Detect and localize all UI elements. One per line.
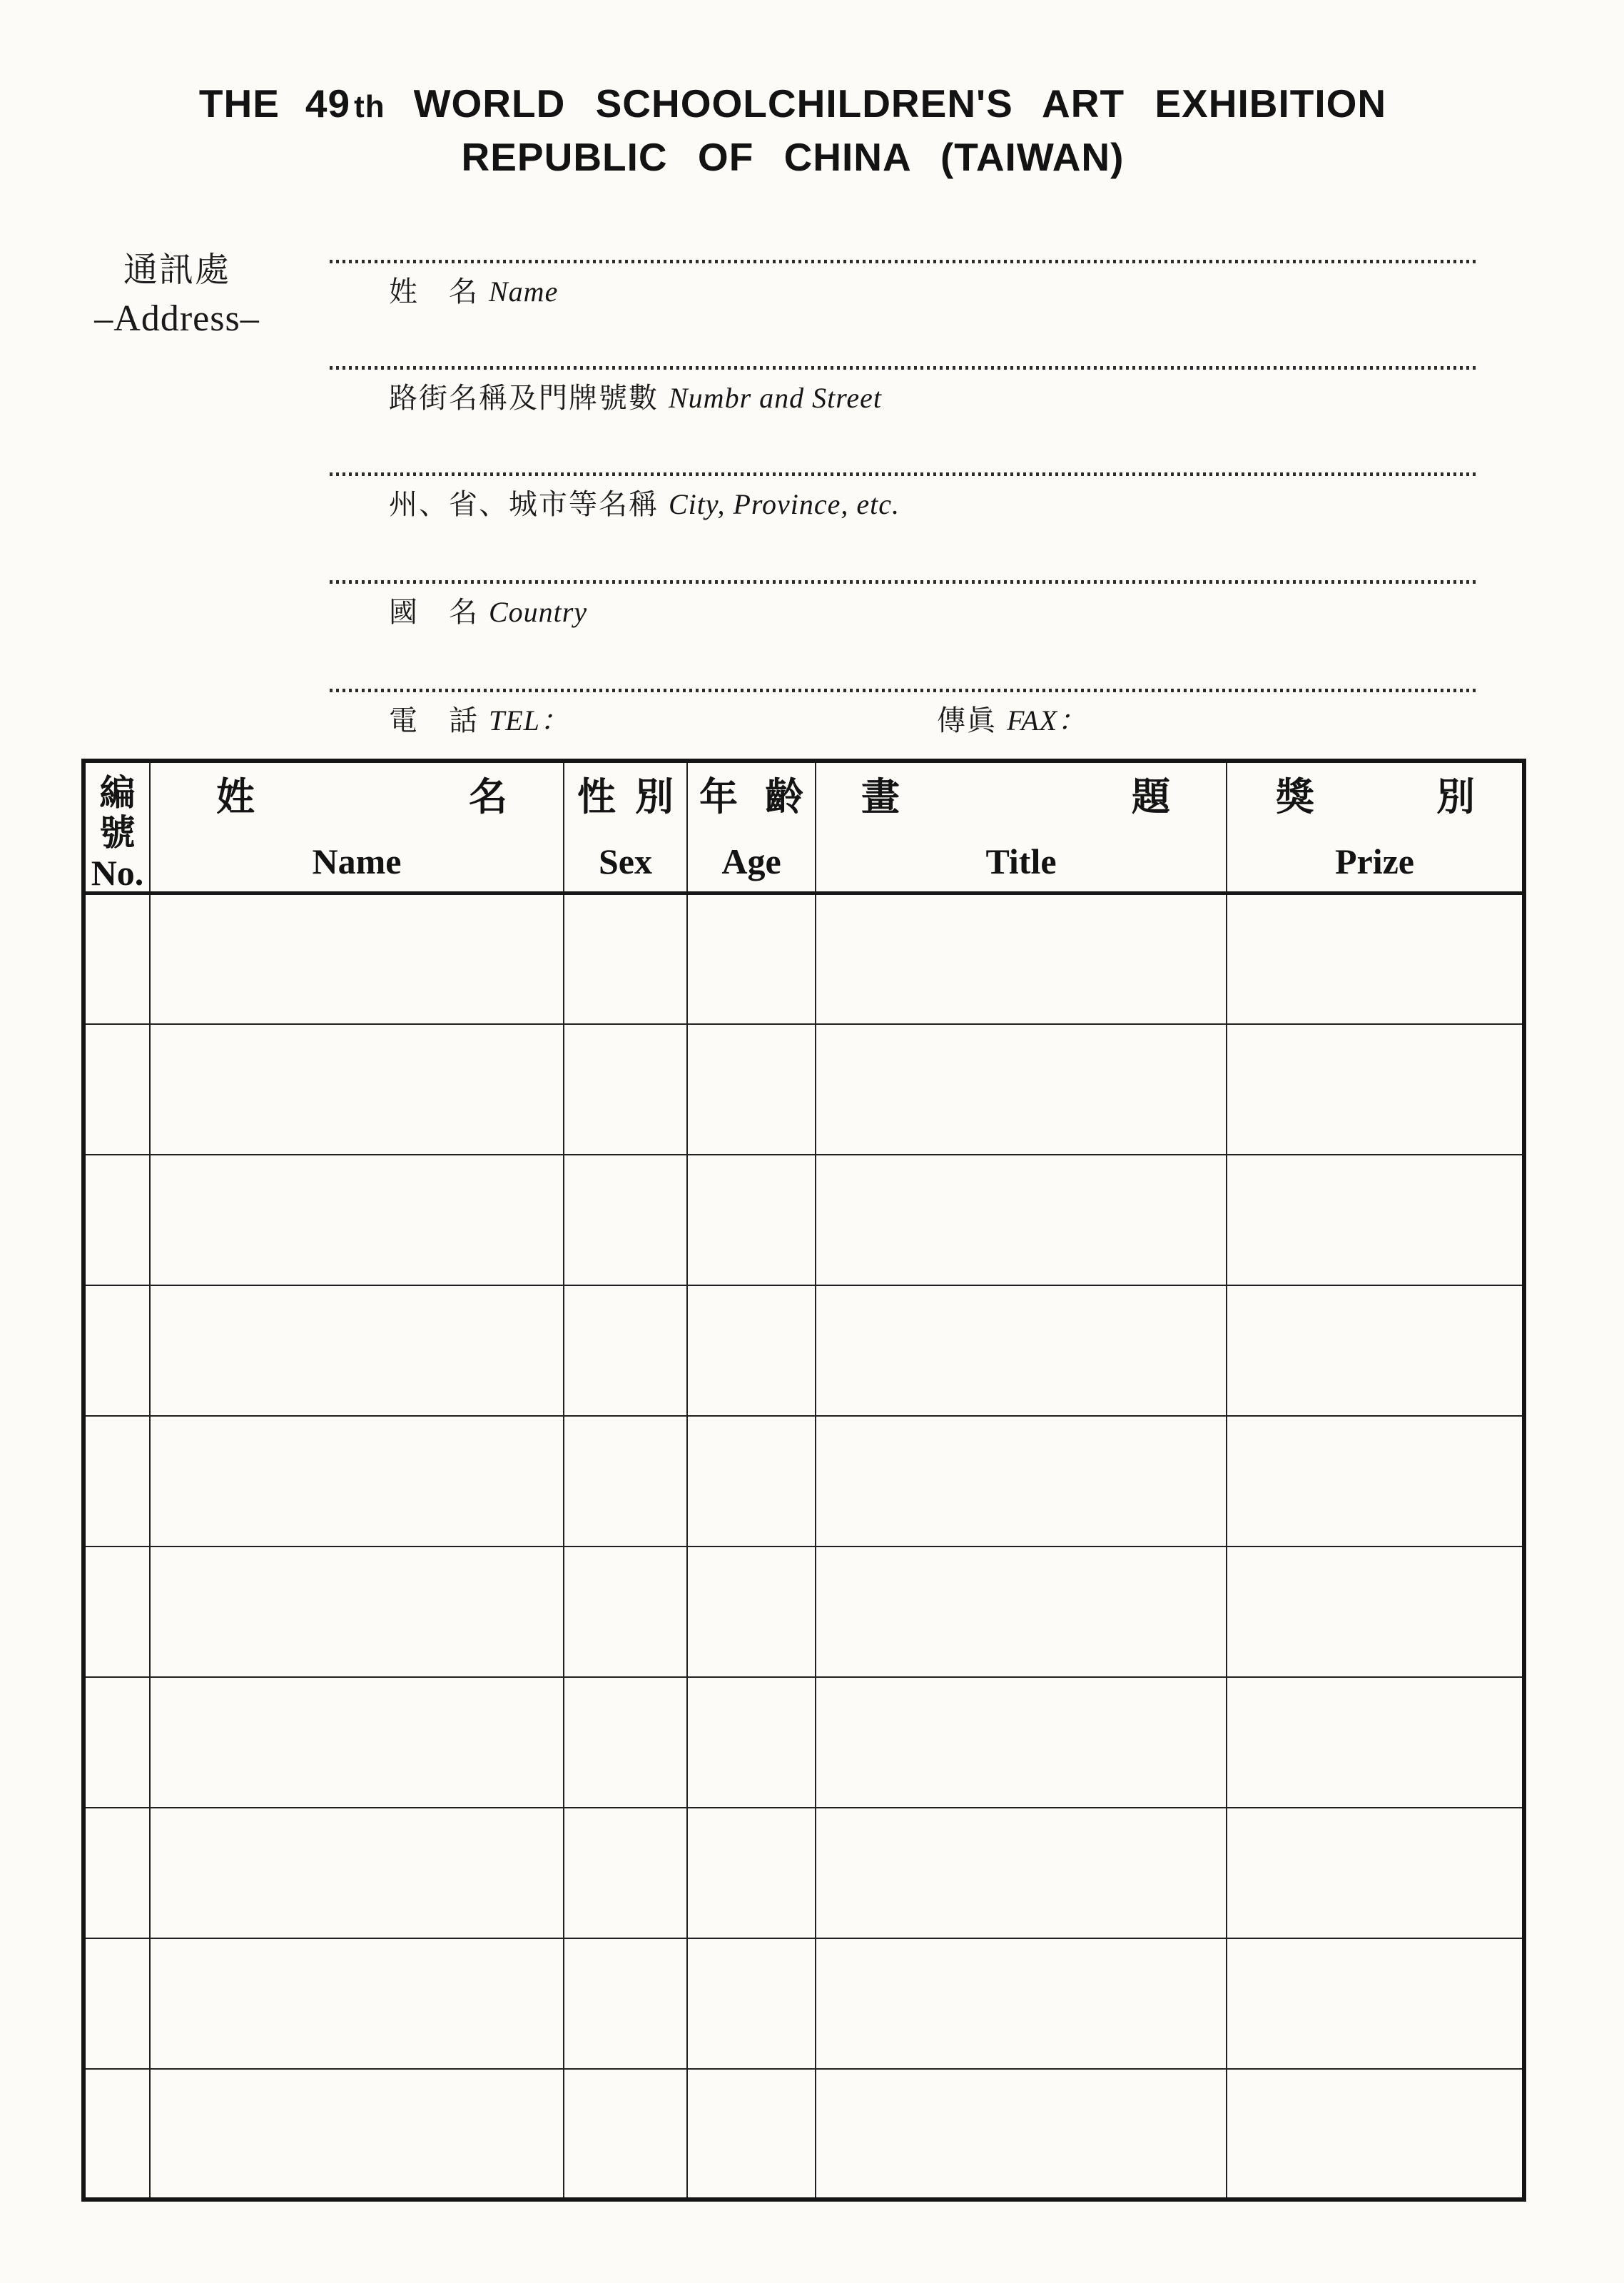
table-cell-empty [83, 894, 150, 1024]
title-edition-number: 49 [305, 81, 351, 126]
title-edition-ordinal: th [354, 89, 385, 124]
name-field [330, 260, 1477, 309]
table-row [83, 894, 1524, 1024]
col-header-name [150, 761, 564, 894]
table-row [83, 1416, 1524, 1547]
table-cell-empty [816, 1024, 1227, 1155]
prize-zh-left: 獎 [1276, 776, 1314, 819]
table-cell-empty [150, 1938, 564, 2069]
col-header-title-en: Title [985, 841, 1057, 881]
col-header-age-en: Age [721, 841, 781, 881]
entries-table [81, 759, 1526, 2202]
col-header-no [83, 761, 150, 894]
table-cell-empty [687, 2069, 816, 2200]
col-header-age-zh [688, 776, 815, 819]
table-cell-empty [687, 1547, 816, 1677]
name-label-zh: 姓 名 [389, 275, 479, 308]
table-cell-empty [150, 1547, 564, 1677]
table-cell-empty [687, 1285, 816, 1416]
street-label-en: Numbr and Street [669, 382, 882, 414]
table-cell-empty [150, 894, 564, 1024]
table-cell-empty [564, 894, 687, 1024]
table-cell-empty [816, 894, 1227, 1024]
page-title-line2: REPUBLIC OF CHINA (TAIWAN) [461, 135, 1125, 179]
col-header-prize-en: Prize [1334, 841, 1414, 881]
table-cell-empty [1227, 894, 1524, 1024]
col-header-name-zh [151, 776, 563, 819]
table-cell-empty [1227, 2069, 1524, 2200]
table-cell-empty [687, 1677, 816, 1808]
table-cell-empty [816, 1155, 1227, 1285]
table-row [83, 1285, 1524, 1416]
sex-zh-left: 性 [577, 776, 616, 819]
name-zh-right: 名 [469, 776, 507, 819]
fax-label-group [937, 704, 1087, 738]
table-cell-empty [83, 1155, 150, 1285]
table-cell-empty [816, 1547, 1227, 1677]
tel-fax-fill-line [330, 689, 1477, 692]
table-cell-empty [816, 2069, 1227, 2200]
no-zh-top: 編 [99, 773, 136, 813]
city-province-field [330, 472, 1477, 522]
col-header-no-zh [100, 773, 136, 853]
table-cell-empty [1227, 1024, 1524, 1155]
col-header-age [687, 761, 816, 894]
title-zh-left: 畫 [861, 776, 900, 819]
table-cell-empty [150, 1677, 564, 1808]
col-header-sex [564, 761, 687, 894]
tel-fax-field-label [389, 704, 1477, 738]
table-cell-empty [83, 1285, 150, 1416]
table-cell-empty [83, 1547, 150, 1677]
address-heading-zh: 通訊處 [123, 251, 230, 289]
table-cell-empty [564, 1024, 687, 1155]
table-cell-empty [687, 1808, 816, 1938]
table-row [83, 2069, 1524, 2200]
table-cell-empty [687, 1938, 816, 2069]
table-cell-empty [150, 2069, 564, 2200]
entries-table-header [83, 761, 1524, 894]
col-header-name-en: Name [312, 841, 402, 881]
street-field-label [389, 381, 1477, 415]
col-header-no-en: No. [91, 853, 144, 893]
title-the: THE [198, 81, 280, 126]
col-header-sex-zh [564, 776, 686, 819]
page-title-line1 [0, 79, 1585, 132]
fax-label-en: FAX： [1007, 704, 1087, 736]
title-rest: WORLD SCHOOLCHILDREN'S ART EXHIBITION [413, 81, 1387, 126]
table-cell-empty [816, 1808, 1227, 1938]
title-zh-right: 題 [1132, 776, 1170, 819]
table-cell-empty [1227, 1285, 1524, 1416]
table-cell-empty [1227, 1808, 1524, 1938]
country-label-en: Country [489, 596, 588, 628]
table-cell-empty [1227, 1677, 1524, 1808]
name-label-en: Name [489, 275, 559, 308]
table-cell-empty [1227, 1547, 1524, 1677]
table-cell-empty [150, 1808, 564, 1938]
tel-label-zh: 電 話 [389, 704, 479, 736]
table-row [83, 1155, 1524, 1285]
table-cell-empty [83, 1416, 150, 1547]
name-fill-line [330, 260, 1477, 263]
table-cell-empty [564, 1155, 687, 1285]
no-zh-bottom: 號 [99, 813, 136, 853]
table-cell-empty [564, 1808, 687, 1938]
table-row [83, 1938, 1524, 2069]
table-cell-empty [687, 894, 816, 1024]
prize-zh-right: 別 [1436, 776, 1475, 819]
address-heading-en: –Address– [94, 298, 260, 339]
table-cell-empty [150, 1024, 564, 1155]
col-header-prize-zh [1227, 776, 1522, 819]
table-cell-empty [687, 1416, 816, 1547]
tel-label-en: TEL： [489, 704, 569, 736]
address-heading [77, 250, 277, 340]
col-header-title [816, 761, 1227, 894]
table-cell-empty [1227, 1416, 1524, 1547]
table-cell-empty [816, 1677, 1227, 1808]
table-cell-empty [564, 2069, 687, 2200]
age-zh-right: 齡 [765, 776, 803, 819]
table-cell-empty [564, 1938, 687, 2069]
street-field [330, 366, 1477, 415]
table-row [83, 1547, 1524, 1677]
col-header-title-zh [816, 776, 1226, 819]
table-cell-empty [816, 1938, 1227, 2069]
table-row [83, 1024, 1524, 1155]
name-field-label [389, 275, 1477, 309]
table-cell-empty [83, 1024, 150, 1155]
table-cell-empty [564, 1285, 687, 1416]
table-cell-empty [83, 2069, 150, 2200]
table-cell-empty [1227, 1155, 1524, 1285]
table-cell-empty [816, 1285, 1227, 1416]
table-row [83, 1677, 1524, 1808]
table-cell-empty [150, 1416, 564, 1547]
country-field [330, 580, 1477, 629]
document-title [0, 79, 1585, 182]
table-cell-empty [83, 1808, 150, 1938]
street-fill-line [330, 366, 1477, 370]
city-province-fill-line [330, 472, 1477, 476]
table-cell-empty [83, 1677, 150, 1808]
city-province-label-zh: 州、省、城市等名稱 [389, 488, 659, 520]
table-row [83, 1808, 1524, 1938]
table-cell-empty [564, 1677, 687, 1808]
table-cell-empty [564, 1416, 687, 1547]
table-cell-empty [1227, 1938, 1524, 2069]
age-zh-left: 年 [699, 776, 738, 819]
table-cell-empty [150, 1155, 564, 1285]
table-cell-empty [687, 1155, 816, 1285]
fax-label-zh: 傳眞 [937, 704, 997, 736]
country-fill-line [330, 580, 1477, 584]
table-cell-empty [687, 1024, 816, 1155]
tel-label-group [389, 704, 569, 736]
table-cell-empty [83, 1938, 150, 2069]
table-cell-empty [564, 1547, 687, 1677]
tel-fax-field [330, 689, 1477, 738]
sex-zh-right: 別 [635, 776, 674, 819]
col-header-prize [1227, 761, 1524, 894]
name-zh-left: 姓 [216, 776, 255, 819]
city-province-field-label [389, 487, 1477, 522]
street-label-zh: 路街名稱及門牌號數 [389, 382, 659, 414]
country-label-zh: 國 名 [389, 596, 479, 628]
table-cell-empty [816, 1416, 1227, 1547]
entries-tbody [83, 894, 1524, 2200]
col-header-sex-en: Sex [599, 841, 652, 881]
city-province-label-en: City, Province, etc. [669, 488, 900, 520]
country-field-label [389, 595, 1477, 629]
table-cell-empty [150, 1285, 564, 1416]
